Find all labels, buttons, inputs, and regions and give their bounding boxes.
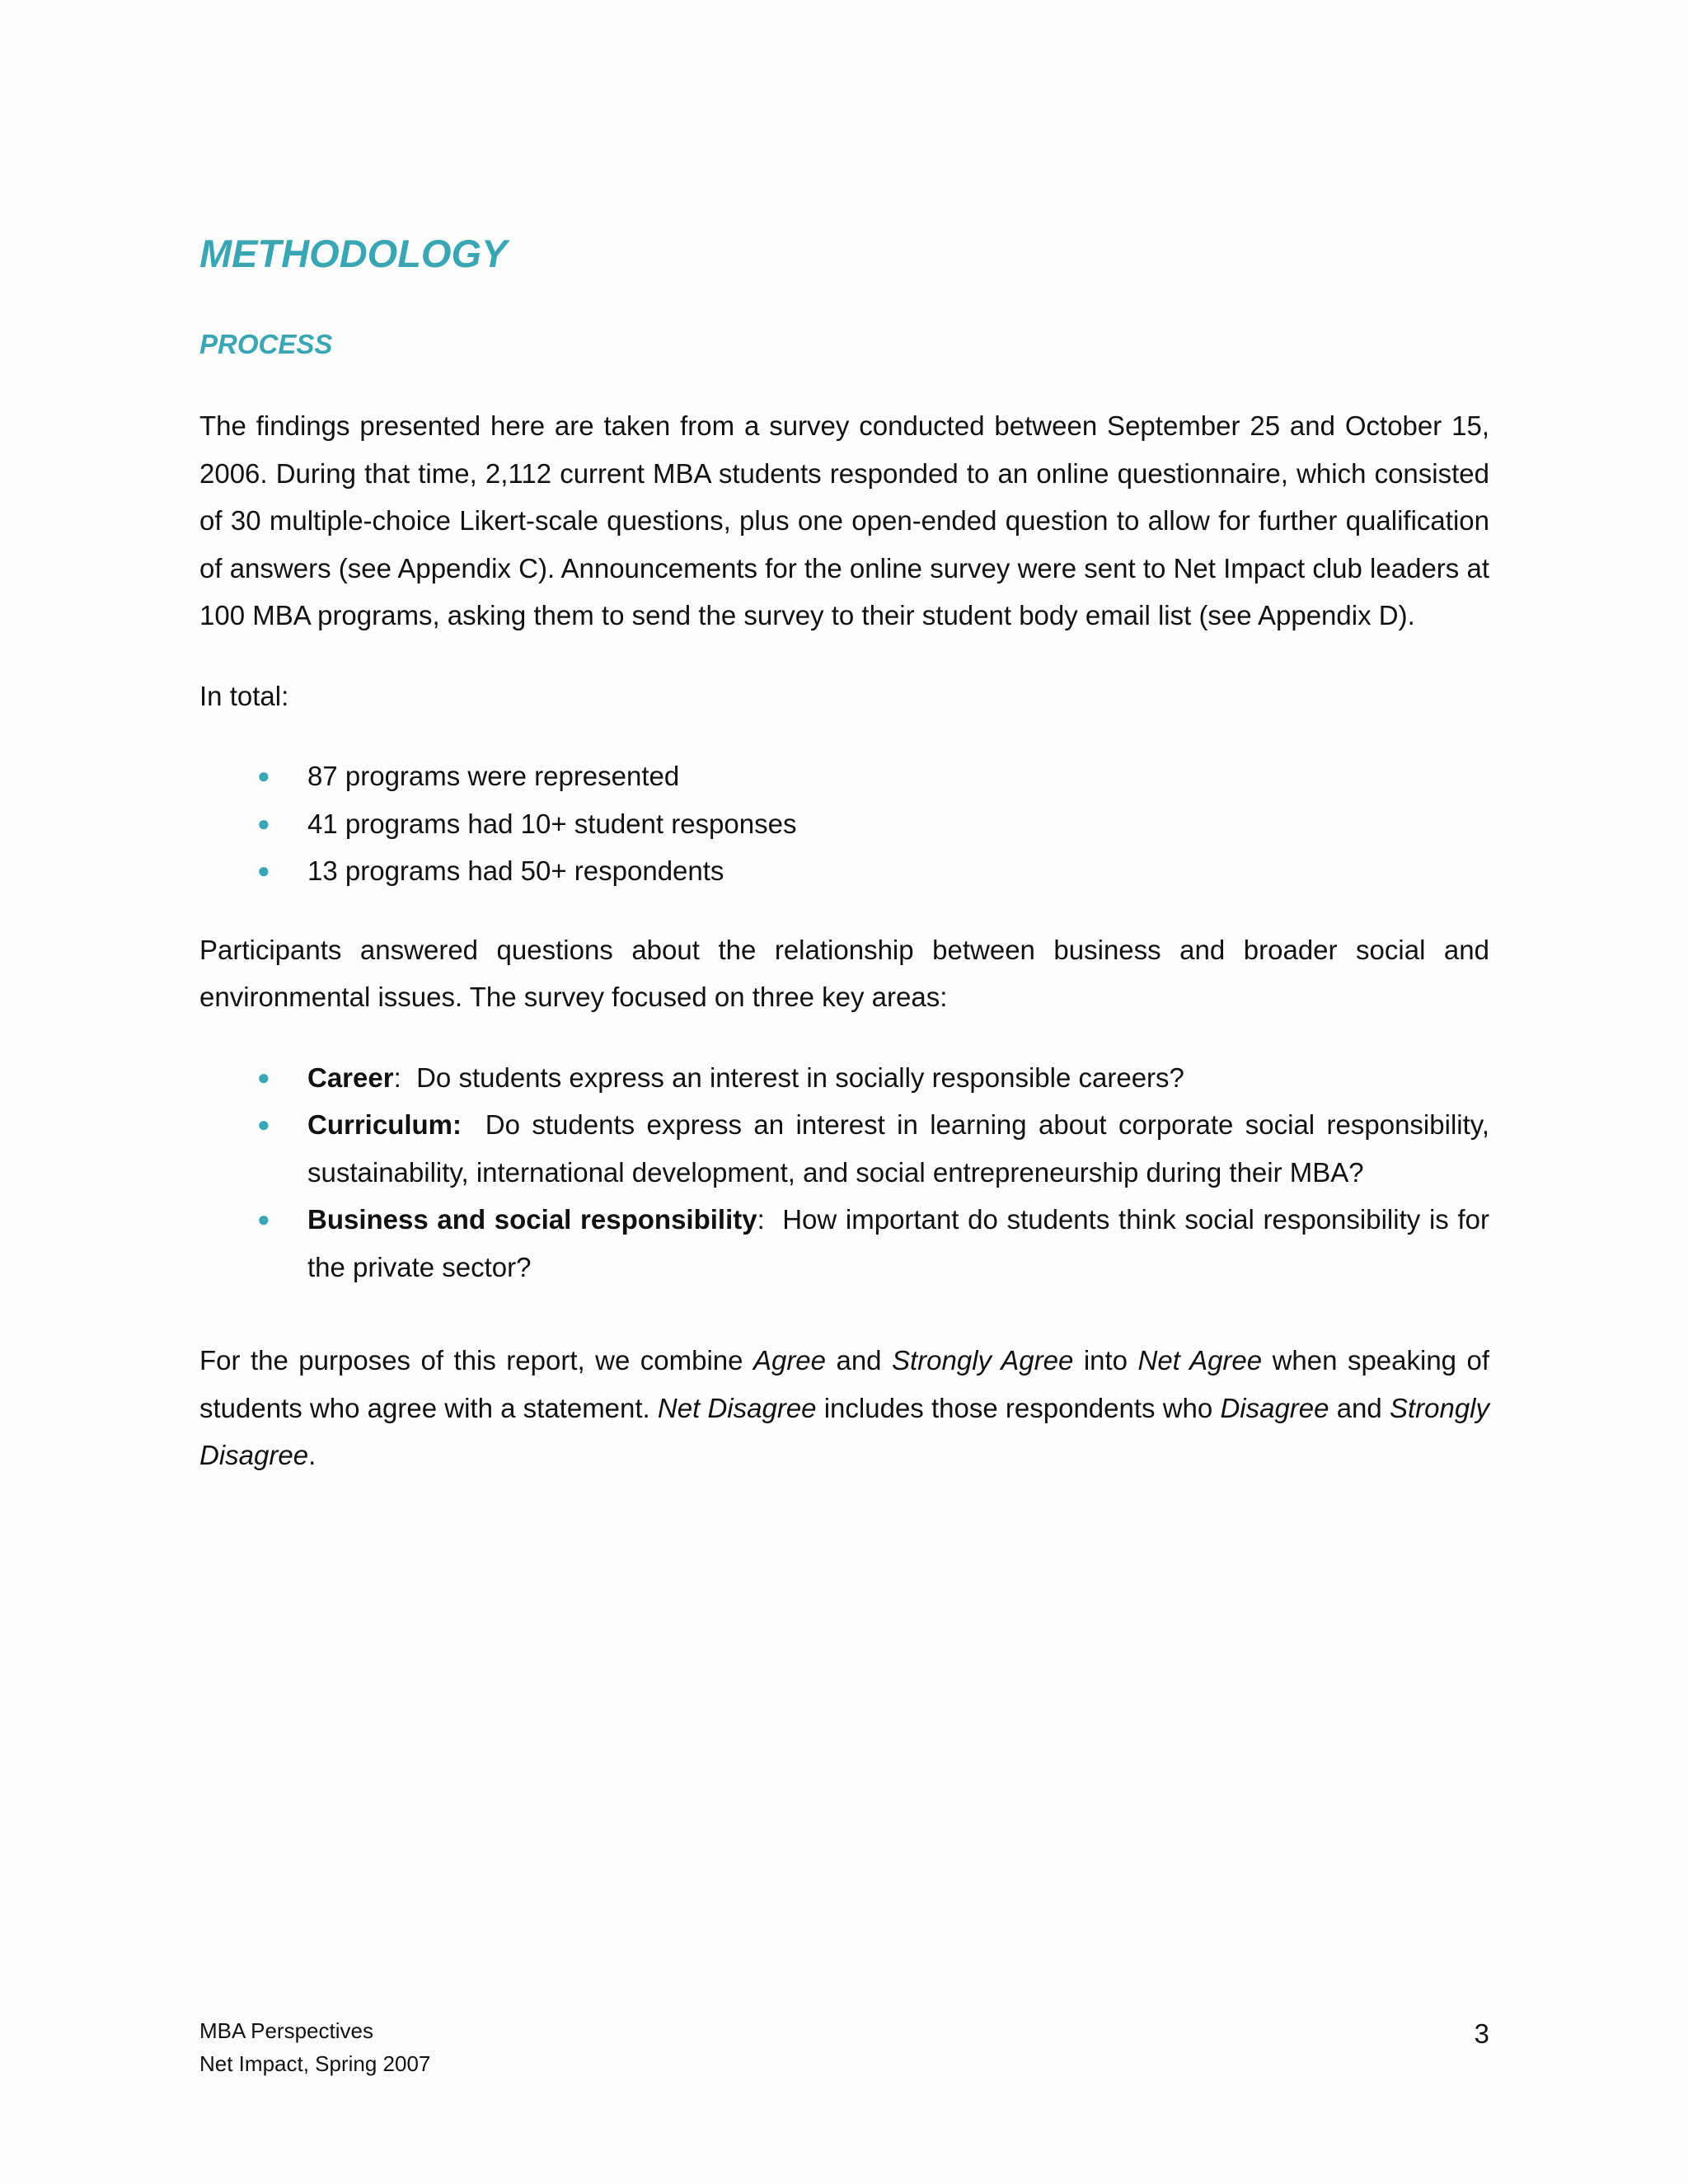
term-strongly-disagree: Strongly Disagree <box>199 1392 1490 1470</box>
list-item <box>199 752 1489 800</box>
list-item <box>199 1196 1489 1291</box>
definitions-text: and <box>1329 1392 1390 1423</box>
in-total-label: In total: <box>199 680 289 711</box>
list-item <box>199 800 1489 848</box>
term-net-agree: Net Agree <box>1137 1345 1263 1376</box>
section-heading: METHODOLOGY <box>199 232 508 275</box>
area-term: Curriculum: <box>307 1109 462 1140</box>
intro-paragraph: The findings presented here are taken from a survey conducted between September 25 and October 15, 2006. During that time, 2,112 current MBA students responded to an online questionnaire, which consisted of 30 multiple-choice Likert-scale questions, plus one open-ended question to allow for further qualification of answers (see Appendix C). Announcements for the online survey were sent to Net Impact club leaders at 100 MBA programs, asking them to send the survey to their student body email list (see Appendix D). <box>199 410 1489 630</box>
bullet-icon <box>257 800 270 848</box>
area-term: Career <box>307 1062 394 1093</box>
list-item <box>199 1101 1489 1196</box>
footer-publication: MBA Perspectives <box>199 2018 373 2043</box>
bullet-icon <box>257 1101 270 1149</box>
list-item-text: 13 programs had 50+ respondents <box>307 855 724 886</box>
list-item <box>199 1054 1489 1102</box>
definitions-text: when speaking of students who agree with a statement. <box>199 1345 1490 1423</box>
definitions-text: includes those respondents who <box>816 1392 1221 1423</box>
page-content <box>199 229 1489 1479</box>
area-text: Do students express an interest in learning about corporate social responsibility, sustainability, international development, and social entrepreneurship during their MBA? <box>307 1109 1489 1188</box>
term-net-disagree: Net Disagree <box>657 1392 817 1423</box>
key-areas-list <box>199 1054 1489 1291</box>
definitions-text: . <box>308 1440 316 1470</box>
definitions-paragraph <box>199 1337 1489 1479</box>
area-text: How important do students think social responsibility is for the private sector? <box>307 1204 1489 1282</box>
area-separator <box>462 1109 485 1140</box>
bullet-icon <box>257 847 270 895</box>
area-separator: : <box>393 1062 417 1093</box>
participants-paragraph: Participants answered questions about the relationship between business and broader social and environmental issues. The survey focused on three key areas: <box>199 934 1489 1012</box>
list-item-text: 87 programs were represented <box>307 761 680 791</box>
definitions-text: For the purposes of this report, we combine <box>199 1345 753 1376</box>
page-footer <box>199 2014 430 2080</box>
page-number: 3 <box>1474 2018 1489 2049</box>
area-term: Business and social responsibility <box>307 1204 757 1235</box>
bullet-icon <box>257 1196 270 1244</box>
area-separator: : <box>757 1204 783 1235</box>
term-strongly-agree: Strongly Agree <box>892 1345 1074 1376</box>
totals-list <box>199 752 1489 895</box>
subsection-heading: PROCESS <box>199 329 333 359</box>
footer-publisher: Net Impact, Spring 2007 <box>199 2051 431 2076</box>
definitions-text: and <box>826 1345 892 1376</box>
area-text: Do students express an interest in socially responsible careers? <box>416 1062 1184 1093</box>
term-disagree: Disagree <box>1220 1392 1329 1423</box>
definitions-text: into <box>1073 1345 1138 1376</box>
list-item-text: 41 programs had 10+ student responses <box>307 808 797 839</box>
term-agree: Agree <box>753 1345 827 1376</box>
bullet-icon <box>257 752 270 800</box>
bullet-icon <box>257 1054 270 1102</box>
list-item <box>199 847 1489 895</box>
